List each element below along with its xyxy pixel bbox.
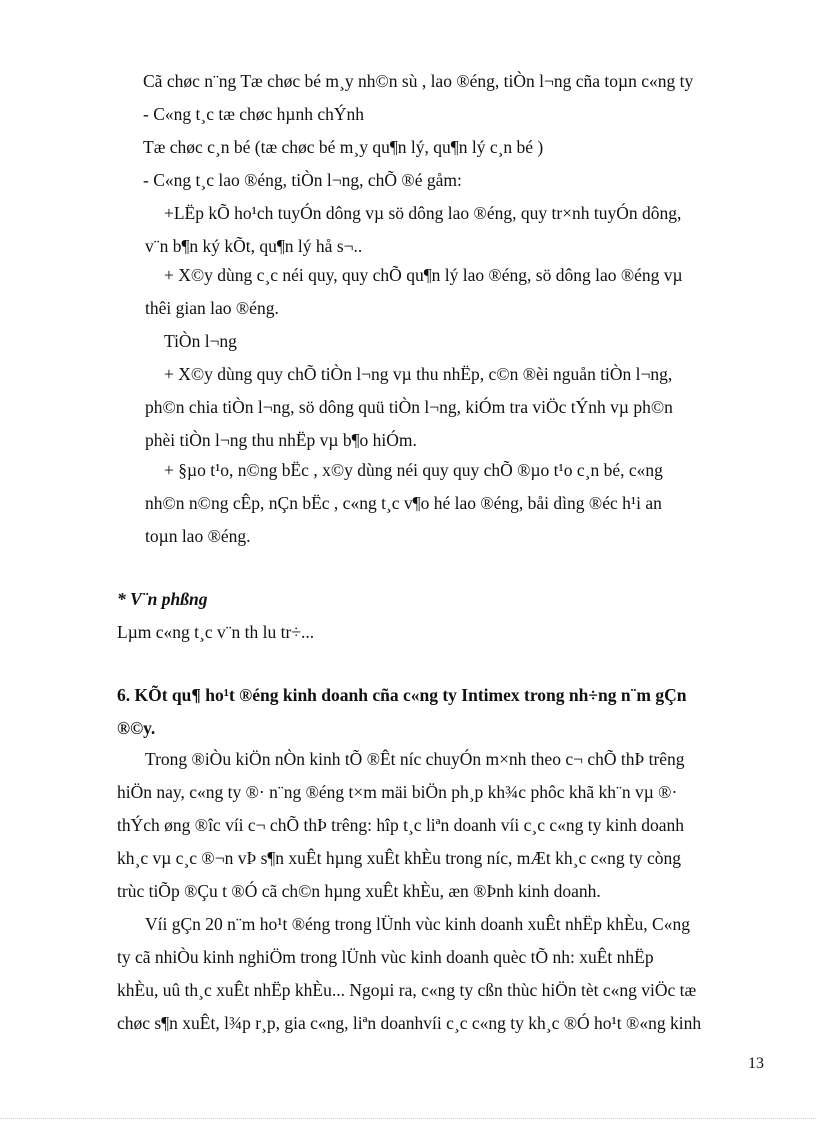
text-line: TiÒn l¬ng	[164, 331, 237, 351]
text-line: khÈu, uû th¸c xuÊt nhËp khÈu... Ngoµi ra, c«ng ty cßn thùc hiÖn tèt c«ng viÖc tæ	[117, 980, 697, 1000]
text-line: kh¸c vµ c¸c ®¬n vÞ s¶n xuÊt hµng xuÊt khÈu trong níc, mÆt kh¸c c«ng ty còng	[117, 848, 682, 868]
text-line: Lµm c«ng t¸c v¨n th lu tr÷...	[117, 622, 315, 642]
text-line: chøc s¶n xuÊt, l¾p r¸p, gia c«ng, liªn doanhvíi c¸c c«ng ty kh¸c ®Ó ho¹t ®«ng kinh	[117, 1013, 702, 1033]
text-line: + X©y dùng c¸c néi quy, quy chÕ qu¶n lý lao ®éng, sö dông lao ®éng vµ	[164, 265, 683, 285]
text-line: Víi gÇn 20 n¨m ho¹t ®éng trong lÜnh vùc kinh doanh xuÊt nhËp khÈu, C«ng	[145, 914, 690, 934]
text-line: thÝch øng ®îc víi c¬ chÕ thÞ trêng: hîp t¸c liªn doanh víi c¸c c«ng ty kinh doanh	[117, 815, 684, 835]
text-line: + §µo t¹o, n©ng bËc , x©y dùng néi quy quy chÕ ®µo t¹o c¸n bé, c«ng	[164, 460, 663, 480]
text-line: - C«ng t¸c tæ chøc hµnh chÝnh	[143, 104, 365, 124]
page-number: 13	[748, 1055, 764, 1072]
text-line: Trong ®iÒu kiÖn nÒn kinh tÕ ®Êt níc chuyÓn m×nh theo c¬ chÕ thÞ trêng	[145, 749, 685, 769]
text-line: thêi gian lao ®éng.	[145, 298, 279, 318]
text-line: toµn lao ®éng.	[145, 526, 251, 546]
text-line: Tæ chøc c¸n bé (tæ chøc bé m¸y qu¶n lý, qu¶n lý c¸n bé )	[143, 137, 544, 157]
section-heading-6-continued: ®©y.	[117, 718, 156, 738]
section-heading-van-phong: * V¨n phßng	[117, 589, 208, 609]
text-line: + X©y dùng quy chÕ tiÒn l¬ng vµ thu nhËp, c©n ®èi nguån tiÒn l¬ng,	[164, 364, 673, 384]
text-line: trùc tiÕp ®Çu t ®Ó cã ch©n hµng xuÊt khÈu, æn ®Þnh kinh doanh.	[117, 881, 601, 901]
text-line: v¨n b¶n ký kÕt, qu¶n lý hå s¬..	[145, 236, 363, 256]
page-bottom-divider	[0, 1118, 816, 1119]
text-line: +LËp kÕ ho¹ch tuyÓn dông vµ sö dông lao ®éng, quy tr×nh tuyÓn dông,	[164, 203, 682, 223]
text-line: ph©n chia tiÒn l¬ng, sö dông quü tiÒn l¬ng, kiÓm tra viÖc tÝnh vµ ph©n	[145, 397, 673, 417]
text-line: Cã chøc n¨ng Tæ chøc bé m¸y nh©n sù , lao ®éng, tiÒn l¬ng cña toµn c«ng ty	[143, 71, 694, 91]
text-line: - C«ng t¸c lao ®éng, tiÒn l¬ng, chÕ ®é gåm:	[143, 170, 462, 190]
text-line: phèi tiÒn l¬ng thu nhËp vµ b¶o hiÓm.	[145, 430, 417, 450]
text-line: nh©n n©ng cÊp, nÇn bËc , c«ng t¸c v¶o hé lao ®éng, båi dìng ®éc h¹i an	[145, 493, 662, 513]
text-line: hiÖn nay, c«ng ty ®· n¨ng ®éng t×m mäi biÖn ph¸p kh¾c phôc khã kh¨n vµ ®·	[117, 782, 678, 802]
section-heading-6: 6. KÕt qu¶ ho¹t ®éng kinh doanh cña c«ng ty Intimex trong nh÷ng n¨m gÇn	[117, 685, 687, 705]
text-line: ty cã nhiÒu kinh nghiÖm trong lÜnh vùc kinh doanh quèc tÕ nh: xuÊt nhËp	[117, 947, 654, 967]
